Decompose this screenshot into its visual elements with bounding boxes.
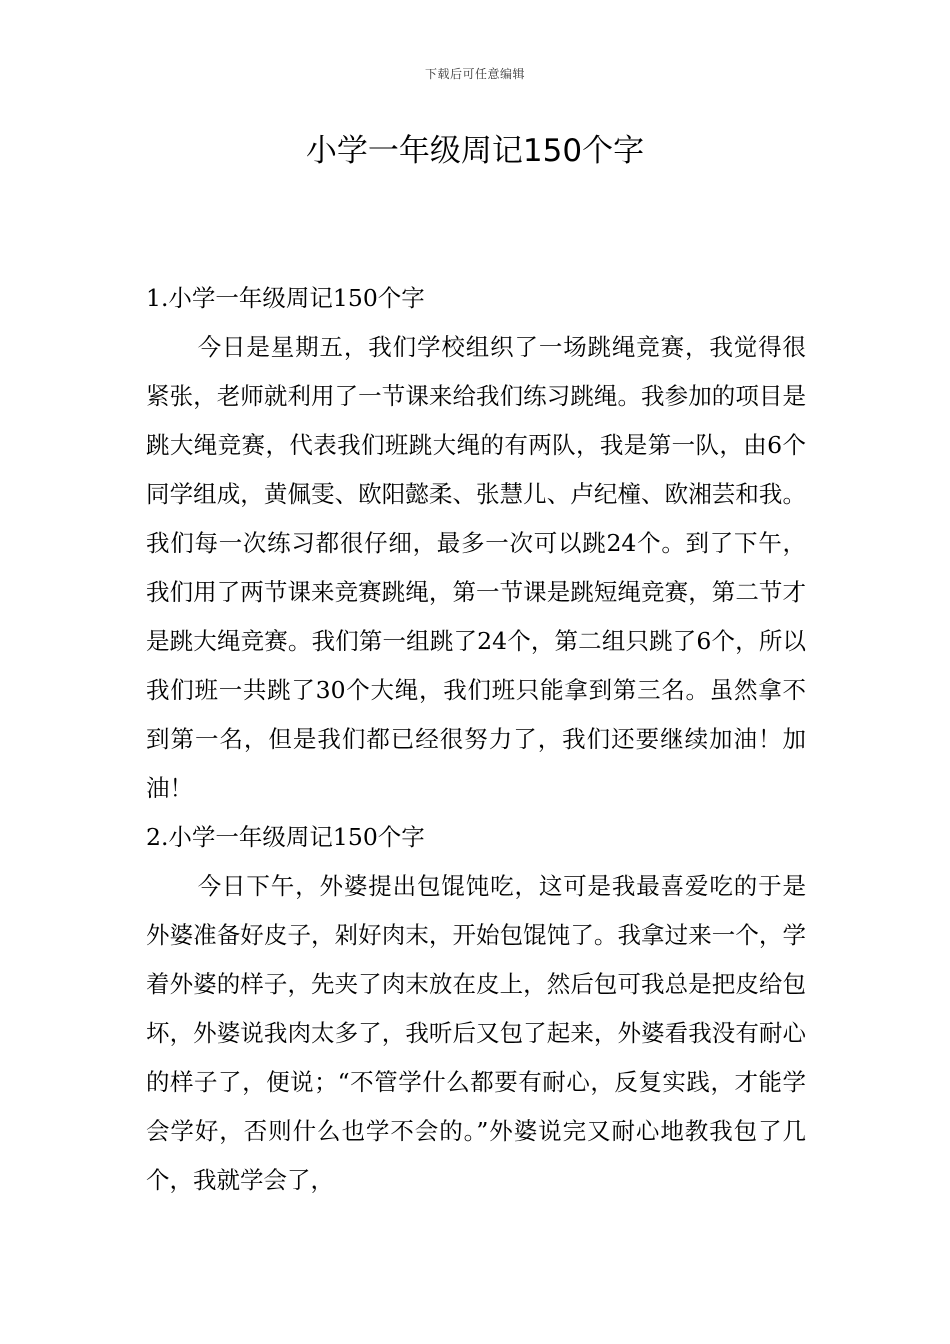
section-heading-2: 2.小学一年级周记150个字 — [146, 823, 425, 851]
header-note: 下载后可任意编辑 — [424, 67, 525, 81]
document-body — [146, 274, 806, 1205]
section-paragraph-2: 今日下午，外婆提出包馄饨吃，这可是我最喜爱吃的于是外婆准备好皮子，剁好肉末，开始包馄饨了。我拿过来一个，学着外婆的样子，先夹了肉末放在皮上，然后包可我总是把皮给包坏，外婆说我肉太多了，我听后又包了起来，外婆看我没有耐心的样子了，便说；“不管学什么都要有耐心，反复实践，才能学会学好，否则什么也学不会的。”外婆说完又耐心地教我包了几个，我就学会了， — [146, 872, 806, 1194]
section-paragraph-1: 今日是星期五，我们学校组织了一场跳绳竞赛，我觉得很紧张，老师就利用了一节课来给我们练习跳绳。我参加的项目是跳大绳竞赛，代表我们班跳大绳的有两队，我是第一队，由6个同学组成，黄佩雯、欧阳懿柔、张慧儿、卢纪橦、欧湘芸和我。我们每一次练习都很仔细，最多一次可以跳24个。到了下午，我们用了两节课来竞赛跳绳，第一节课是跳短绳竞赛，第二节才是跳大绳竞赛。我们第一组跳了24个，第二组只跳了6个，所以我们班一共跳了30个大绳，我们班只能拿到第三名。虽然拿不到第一名，但是我们都已经很努力了，我们还要继续加油！加油！ — [146, 333, 806, 802]
document-title: 小学一年级周记150个字 — [305, 133, 645, 169]
section-heading-1: 1.小学一年级周记150个字 — [146, 284, 425, 312]
